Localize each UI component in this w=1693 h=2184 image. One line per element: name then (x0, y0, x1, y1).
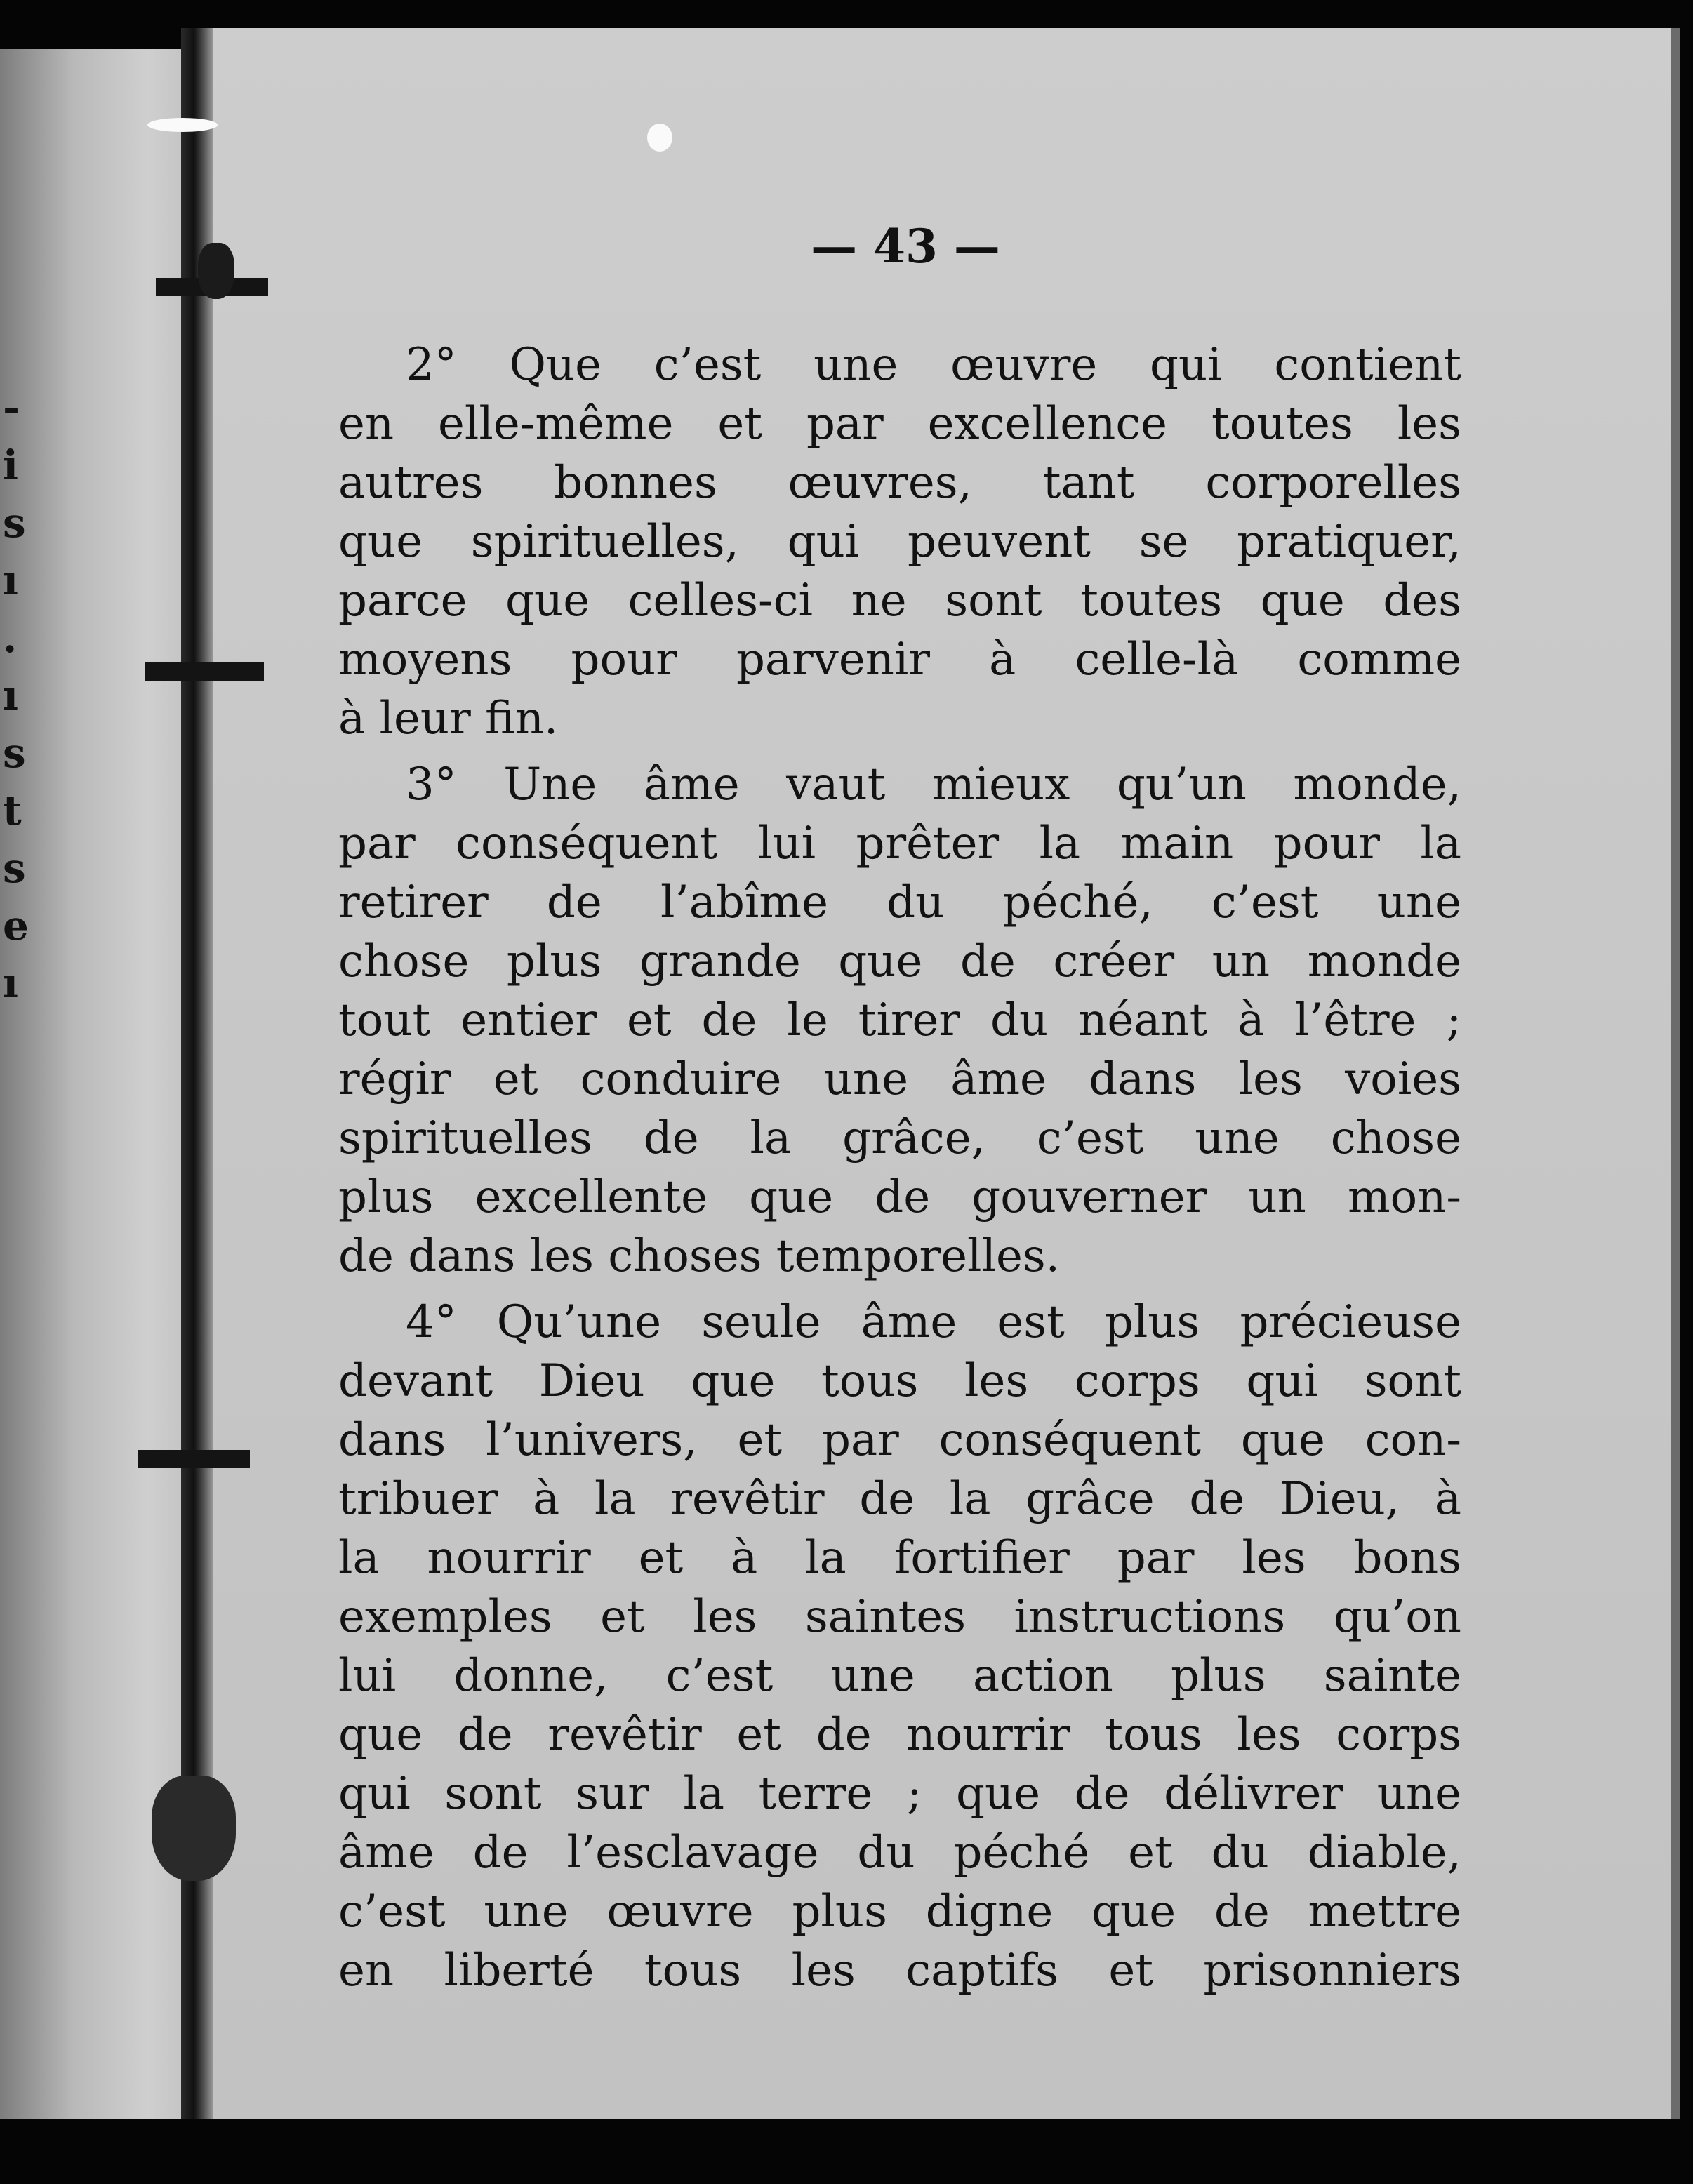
text-line: 3° Une âme vaut mieux qu’un monde, (406, 759, 1461, 811)
scan-bottom-edge (0, 2119, 1693, 2184)
text-line: plus excellente que de gouverner un mon- (338, 1171, 1461, 1223)
text-line: qui sont sur la terre ; que de délivrer une (338, 1768, 1461, 1820)
text-line: 4° Qu’une seule âme est plus précieuse (406, 1296, 1461, 1348)
left-fragment: t (3, 787, 22, 834)
text-line: à leur fin. (338, 693, 559, 745)
text-line: exemples et les saintes instructions qu’on (338, 1591, 1461, 1643)
text-line: âme de l’esclavage du péché et du diable, (338, 1827, 1461, 1879)
paper-blemish (147, 118, 218, 132)
text-line: c’est une œuvre plus digne que de mettre (338, 1886, 1461, 1938)
paragraph-4 (338, 1293, 1461, 2000)
text-line: moyens pour parvenir à celle-là comme (338, 634, 1461, 686)
left-fragment: ı (3, 959, 19, 1007)
left-fragment: e (3, 902, 29, 950)
binding-knot (152, 1776, 236, 1881)
left-fragment: ı (3, 557, 19, 604)
binding-stitch (145, 662, 264, 681)
text-line: tribuer à la revêtir de la grâce de Dieu, à (338, 1473, 1461, 1525)
text-line: tout entier et de le tirer du néant à l’être ; (338, 994, 1461, 1046)
text-line: régir et conduire une âme dans les voies (338, 1053, 1461, 1105)
text-line: spirituelles de la grâce, c’est une chose (338, 1112, 1461, 1164)
text-line: retirer de l’abîme du péché, c’est une (338, 877, 1461, 928)
left-fragment: s (3, 844, 26, 892)
text-line: en elle-même et par excellence toutes les (338, 398, 1461, 450)
text-line: devant Dieu que tous les corps qui sont (338, 1355, 1461, 1407)
text-line: par conséquent lui prêter la main pour la (338, 818, 1461, 870)
text-line: que de revêtir et de nourrir tous les corps (338, 1709, 1461, 1761)
text-line: que spirituelles, qui peuvent se pratiquer, (338, 516, 1461, 568)
text-line: chose plus grande que de créer un monde (338, 935, 1461, 987)
text-line: la nourrir et à la fortifier par les bons (338, 1532, 1461, 1584)
left-fragment: - (3, 384, 20, 432)
binding-knot (198, 243, 234, 299)
page-number: — 43 — (811, 219, 1000, 274)
paragraph-2 (338, 335, 1461, 748)
paper-blemish (647, 124, 672, 152)
text-line: en liberté tous les captifs et prisonniers (338, 1945, 1461, 1997)
left-page-text-fragments (3, 379, 38, 1012)
left-fragment: ı (3, 672, 19, 719)
left-fragment: s (3, 499, 26, 547)
binding-stitch (138, 1450, 250, 1468)
text-line: lui donne, c’est une action plus sainte (338, 1650, 1461, 1702)
text-line: parce que celles-ci ne sont toutes que des (338, 575, 1461, 627)
left-fragment: i (3, 441, 19, 489)
paragraph-3 (338, 755, 1461, 1286)
left-fragment: . (3, 614, 18, 662)
page-body-text (338, 335, 1461, 2000)
text-line: autres bonnes œuvres, tant corporelles (338, 457, 1461, 509)
left-fragment: s (3, 729, 26, 777)
text-line: 2° Que c’est une œuvre qui contient (406, 339, 1461, 391)
text-line: dans l’univers, et par conséquent que con- (338, 1414, 1461, 1466)
text-line: de dans les choses temporelles. (338, 1230, 1060, 1282)
